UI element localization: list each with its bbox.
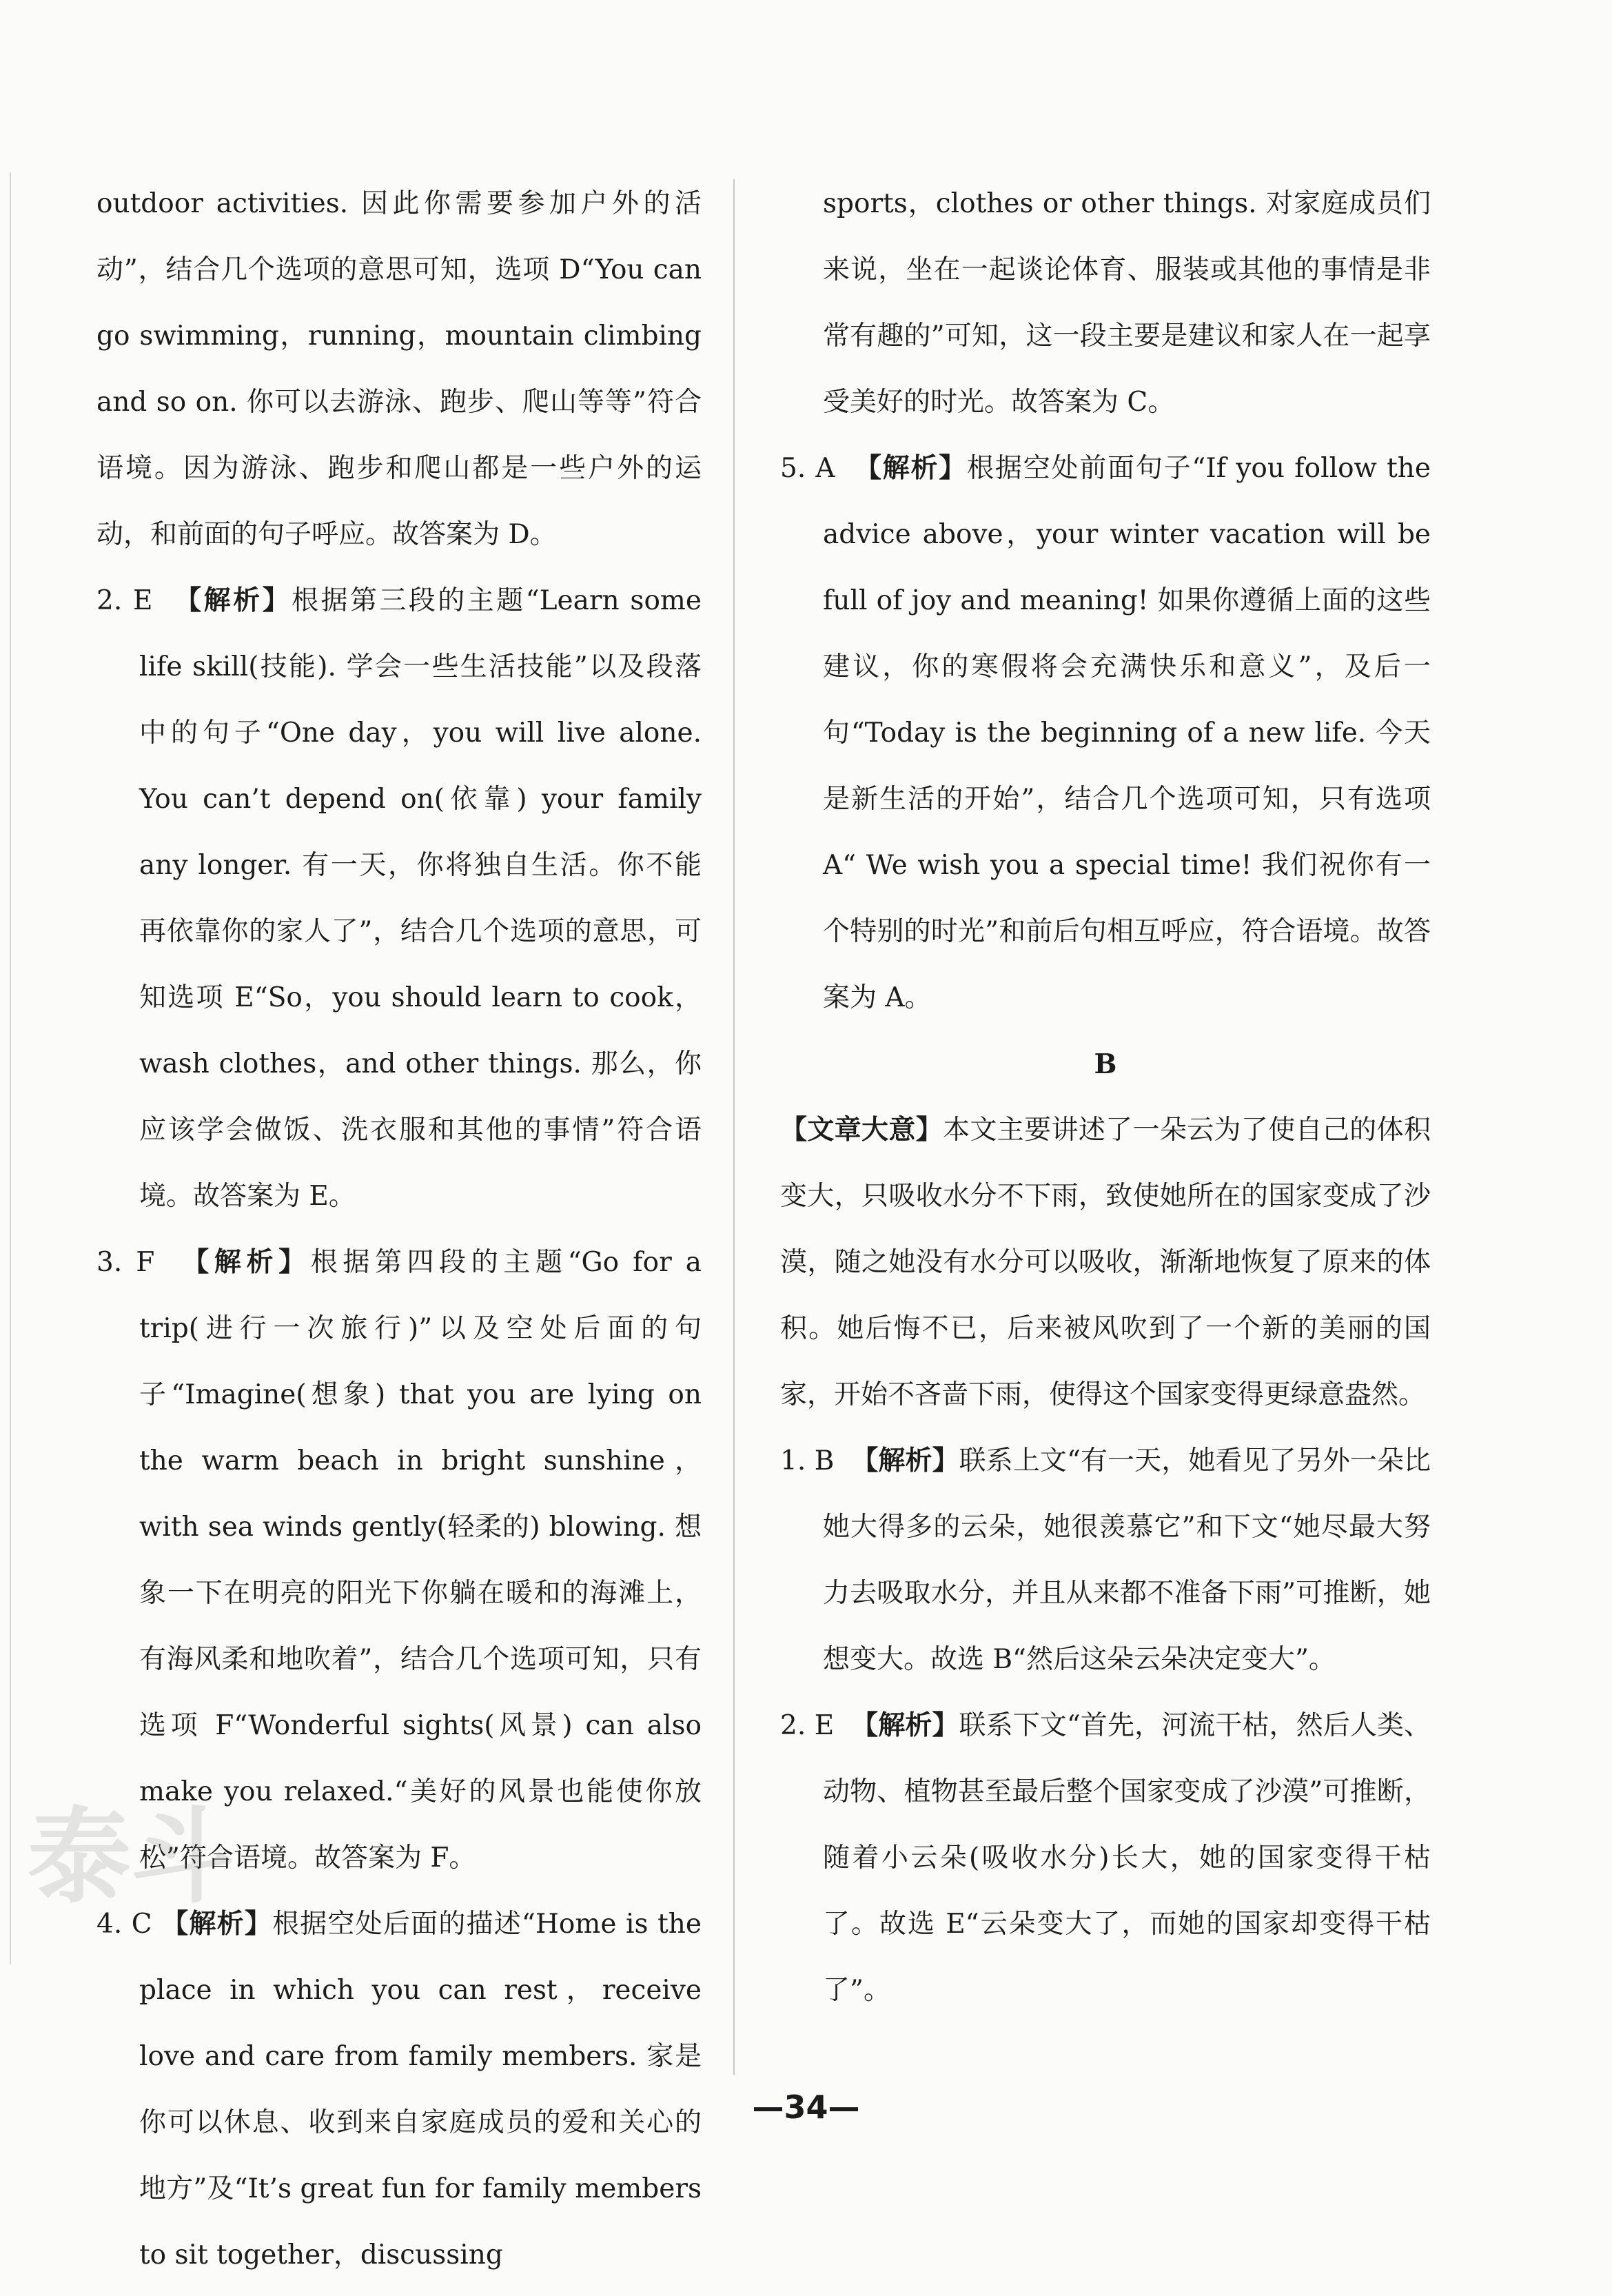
item-label: 4. C <box>96 1909 152 1940</box>
article-summary <box>780 1097 1431 1428</box>
summary-text: 本文主要讲述了一朵云为了使自己的体积变大，只吸收水分不下雨，致使她所在的国家变成了沙漠，随之她没有水分可以吸收，渐渐地恢复了原来的体积。她后悔不已，后来被风吹到了一个新的美丽的国家，开始不吝啬下雨，使得这个国家变得更绿意盎然。 <box>780 1115 1431 1410</box>
summary-tag: 【文章大意】 <box>780 1115 943 1146</box>
analysis-tag: 【解析】 <box>854 453 968 484</box>
intro-paragraph: outdoor activities. 因此你需要参加户外的活动”，结合几个选项的意思可知，选项 D“You can go swimming，running，mountain climbing and so on. 你可以去游泳、跑步、爬山等等”符合语境。因为游泳、跑步和爬山都是一些户外的运动，和前面的句子呼应。故答案为 D。 <box>96 188 702 550</box>
item-text: 联系下文“首先，河流干枯，然后人类、动物、植物甚至最后整个国家变成了沙漠”可推断，随着小云朵(吸收水分)长大，她的国家变得干枯了。故选 E“云朵变大了，而她的国家却变得干枯了”。 <box>823 1710 1431 2006</box>
section-b-item-2 <box>780 1693 1431 2024</box>
analysis-tag: 【解析】 <box>851 1445 959 1476</box>
item-label: 5. A <box>780 453 835 484</box>
answer-item-5 <box>780 436 1431 1031</box>
column-divider <box>733 179 735 2075</box>
analysis-tag: 【解析】 <box>174 585 292 616</box>
item-label: 2. E <box>780 1710 835 1741</box>
item-label: 3. F <box>96 1247 155 1278</box>
answer-item-2 <box>96 568 702 1230</box>
item-label: 2. E <box>96 585 153 616</box>
section-heading: B <box>1094 1048 1117 1080</box>
watermark-logo: 泰斗 <box>28 1798 235 1918</box>
page-number: —34— <box>752 2089 860 2126</box>
analysis-tag: 【解析】 <box>182 1247 311 1278</box>
item-text: 根据空处前面句子“If you follow the advice above，your winter vacation will be full of joy and meaning! 如果你遵循上面的这些建议，你的寒假将会充满快乐和意义”，及后一句“Today is the beginning of a new life. 今天是新生活的开始”，结合几个选项可知，只有选项 A“ We wish you a special time! 我们祝你有一个特别的时光”和前后句相互呼应，符合语境。故答案为 A。 <box>823 453 1431 1013</box>
item-text: 根据第四段的主题“Go for a trip(进行一次旅行)”以及空处后面的句子“Imagine(想象) that you are lying on the warm beach in bright sunshine，with sea winds gently(轻柔的) blowing. 想象一下在明亮的阳光下你躺在暖和的海滩上，有海风柔和地吹着”，结合几个选项可知，只有选项 F“Wonderful sights(风景) can also make you relaxed.“美好的风景也能使你放松”符合语境。故答案为 F。 <box>139 1247 702 1873</box>
item-text: 根据空处后面的描述“Home is the place in which you can rest，receive love and care from family members. 家是你可以休息、收到来自家庭成员的爱和关心的地方”及“It’s great fun for family members to sit together，discussing <box>139 1909 702 2270</box>
left-column <box>96 171 702 2288</box>
analysis-tag: 【解析】 <box>851 1710 959 1741</box>
right-column <box>780 171 1431 2024</box>
analysis-tag: 【解析】 <box>161 1909 273 1940</box>
item-label: 1. B <box>780 1445 835 1476</box>
item-text: 根据第三段的主题“Learn some life skill(技能). 学会一些生活技能”以及段落中的句子“One day，you will live alone. You can’t depend on(依靠) your family any longer. 有一天，你将独自生活。你不能再依靠你的家人了”，结合几个选项的意思，可知选项 E“So，you should learn to cook，wash clothes，and other things. 那么，你应该学会做饭、洗衣服和其他的事情”符合语境。故答案为 E。 <box>139 585 702 1212</box>
answer-item-3 <box>96 1230 702 1891</box>
item-text: 联系上文“有一天，她看见了另外一朵比她大得多的云朵，她很羡慕它”和下文“她尽最大努力去吸取水分，并且从来都不准备下雨”可推断，她想变大。故选 B“然后这朵云朵决定变大”。 <box>823 1445 1431 1675</box>
margin-rule <box>10 172 11 1964</box>
item4-continuation: sports，clothes or other things. 对家庭成员们来说，坐在一起谈论体育、服装或其他的事情是非常有趣的”可知，这一段主要是建议和家人在一起享受美好的时光。故答案为 C。 <box>823 188 1431 418</box>
section-b-item-1 <box>780 1428 1431 1693</box>
